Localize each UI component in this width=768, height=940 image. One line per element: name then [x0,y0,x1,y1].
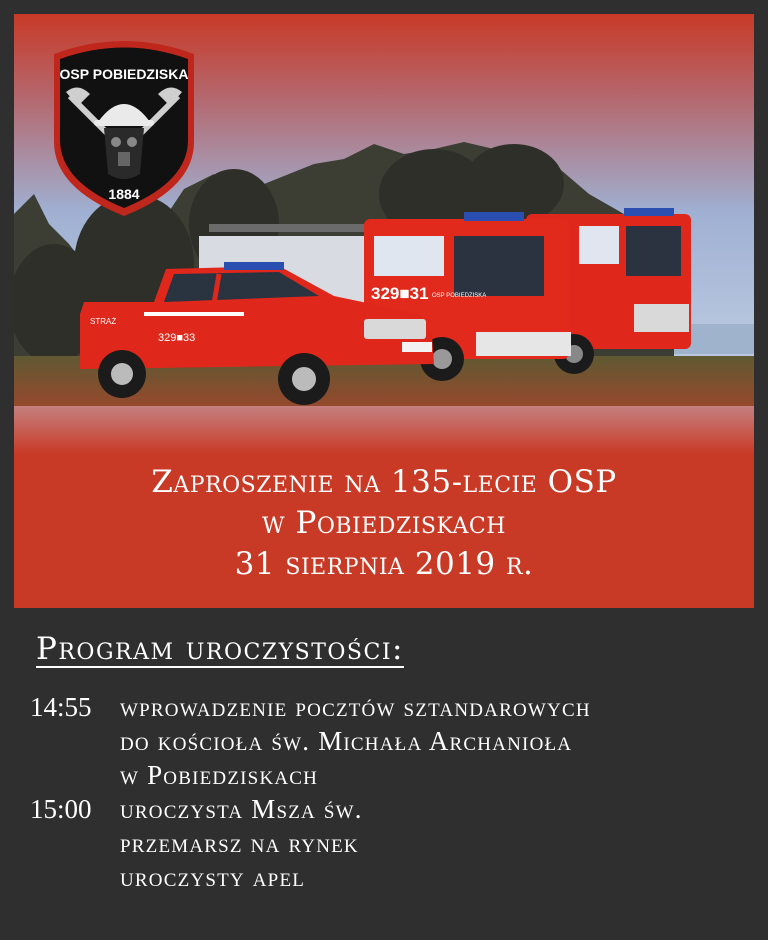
truck-cab-number: 329■31 [371,284,429,303]
title-line-1: Zaproszenie na 135-lecie OSP [151,464,617,500]
entry-line: wprowadzenie pocztów sztandarowych [120,692,591,722]
badge-name: OSP POBIEDZISKA [59,66,189,82]
schedule-entry [30,690,760,792]
schedule-entry [30,792,760,894]
pickup-side-number: 329■33 [158,332,196,344]
pickup-door-label: STRAŻ [90,317,117,326]
title-line-3: 31 sierpnia 2019 r. [234,546,534,582]
osp-badge-logo [48,34,200,218]
entry-time: 14:55 [30,692,92,722]
program-schedule [30,690,760,894]
badge-year: 1884 [108,186,140,202]
hero-banner [14,14,754,608]
entry-line: uroczysta Msza św. [120,794,363,824]
title-line-2: w Pobiedziskach [262,505,506,541]
entry-time: 15:00 [30,794,92,824]
entry-line: w Pobiedziskach [120,760,319,790]
program-heading: Program uroczystości: [36,631,404,667]
truck-cab-label: OSP POBIEDZISKA [432,293,487,299]
entry-line: do kościoła św. Michała Archanioła [120,726,573,756]
entry-line: przemarsz na rynek [120,828,359,858]
entry-line: uroczysty apel [120,862,306,892]
invitation-title [14,462,754,585]
